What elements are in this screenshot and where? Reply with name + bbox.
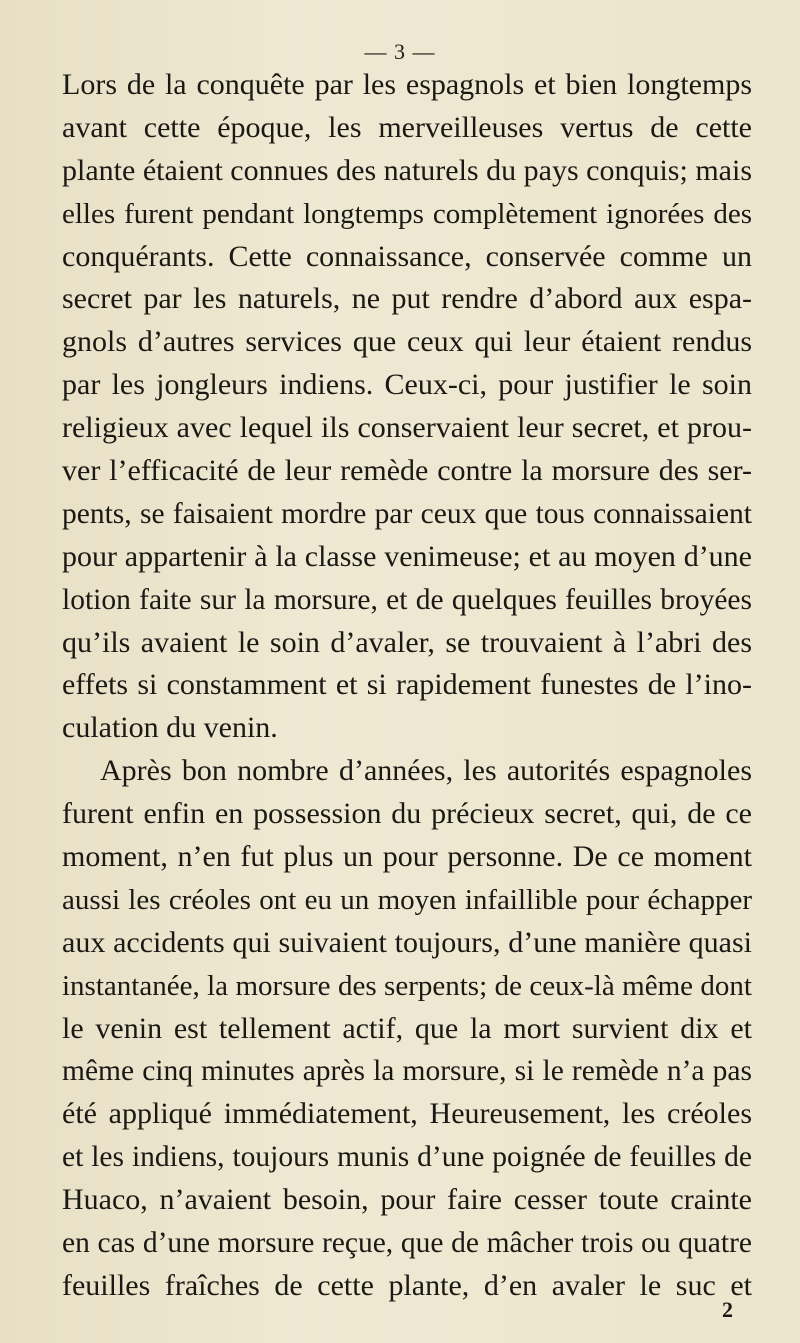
text-line: elles furent pendant longtemps complètement ignorées des (62, 197, 752, 230)
text-line: gnols d’autres services que ceux qui leur étaient rendus (62, 325, 752, 359)
text-line: instantanée, la morsure des serpents; de ceux-là même dont (62, 969, 752, 1002)
text-line: par les jongleurs indiens. Ceux-ci, pour justifier le soin (62, 368, 752, 402)
body-text (62, 64, 752, 1308)
text-line: avant cette époque, les merveilleuses vertus de cette (62, 110, 752, 144)
text-line: le venin est tellement actif, que la mort survient dix et (62, 1011, 752, 1045)
text-line: aussi les créoles ont eu un moyen infaillible pour échapper (62, 883, 752, 916)
text-line: ver l’efficacité de leur remède contre la morsure des ser- (62, 454, 752, 488)
text-line: conquérants. Cette connaissance, conservée comme un (62, 239, 752, 273)
text-line: moment, n’en fut plus un pour personne. De ce moment (62, 840, 752, 874)
text-line: furent enfin en possession du précieux secret, qui, de ce (62, 797, 752, 831)
text-line: lotion faite sur la morsure, et de quelques feuilles broyées (62, 583, 752, 616)
text-line: Huaco, n’avaient besoin, pour faire cesser toute crainte (62, 1183, 752, 1217)
text-line: été appliqué immédiatement, Heureusement, les créoles (62, 1097, 752, 1131)
text-line: qu’ils avaient le soin d’avaler, se trouvaient à l’abri des (62, 625, 752, 659)
signature-mark: 2 (722, 1297, 733, 1322)
text-line: Lors de la conquête par les espagnols et bien longtemps (62, 68, 752, 101)
text-line: culation du venin. (62, 711, 278, 745)
text-line: même cinq minutes après la morsure, si le remède n’a pas (62, 1055, 752, 1088)
text-line: feuilles fraîches de cette plante, d’en avaler le suc et (62, 1268, 752, 1302)
page-number: — 3 — (364, 39, 436, 64)
text-line: en cas d’une morsure reçue, que de mâcher trois ou quatre (62, 1227, 752, 1260)
text-line: Après bon nombre d’années, les autorités espagnoles (100, 754, 752, 788)
text-line: pents, se faisaient mordre par ceux que tous connaissaient (62, 497, 752, 530)
text-line: pour appartenir à la classe venimeuse; et au moyen d’une (62, 539, 752, 573)
text-line: religieux avec lequel ils conservaient leur secret, et prou- (62, 411, 752, 445)
text-line: et les indiens, toujours munis d’une poignée de feuilles de (62, 1141, 752, 1174)
text-line: effets si constamment et si rapidement funestes de l’ino- (62, 668, 752, 702)
text-line: secret par les naturels, ne put rendre d’abord aux espa- (62, 282, 752, 316)
text-line: aux accidents qui suivaient toujours, d’une manière quasi (62, 925, 752, 959)
text-line: plante étaient connues des naturels du pays conquis; mais (62, 153, 752, 187)
